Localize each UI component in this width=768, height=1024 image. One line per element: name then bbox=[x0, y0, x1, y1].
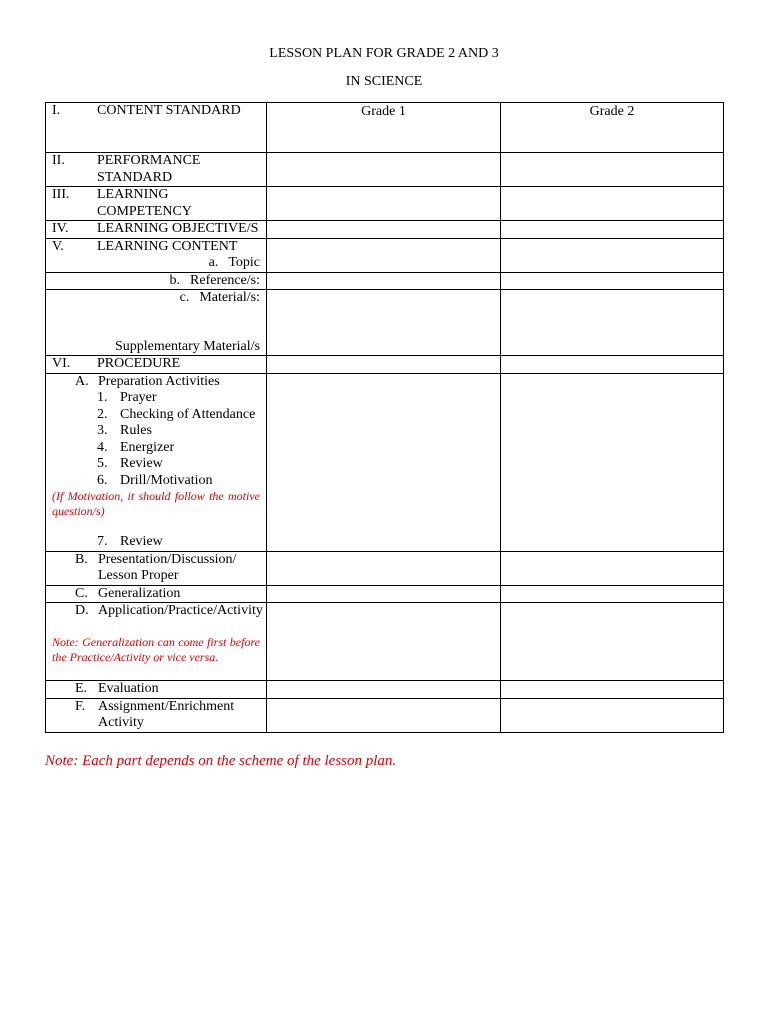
row-generalization bbox=[46, 585, 724, 603]
item-number: 2. bbox=[97, 406, 108, 422]
item-number: 6. bbox=[97, 472, 108, 488]
grade2-cell[interactable] bbox=[501, 551, 724, 585]
grade1-cell[interactable] bbox=[267, 221, 501, 239]
sub-letter: D. bbox=[75, 603, 89, 618]
item-label: Energizer bbox=[120, 439, 175, 455]
grade2-header: Grade 2 bbox=[501, 103, 724, 153]
item-label: Checking of Attendance bbox=[120, 406, 256, 422]
cell-label bbox=[46, 238, 267, 272]
item-label: Drill/Motivation bbox=[120, 472, 213, 488]
sub-label: Evaluation bbox=[98, 681, 159, 696]
section-number: VI. bbox=[52, 356, 71, 371]
section-label: CONTENT STANDARD bbox=[97, 103, 241, 118]
list-item bbox=[46, 456, 266, 473]
row-learning-objectives bbox=[46, 221, 724, 239]
section-number: III. bbox=[52, 187, 70, 202]
grade2-cell[interactable] bbox=[501, 221, 724, 239]
grade1-cell[interactable] bbox=[267, 356, 501, 374]
cell-label bbox=[46, 681, 267, 699]
grade1-cell[interactable] bbox=[267, 153, 501, 187]
item-number: 3. bbox=[97, 423, 108, 438]
section-label: PROCEDURE bbox=[97, 356, 181, 371]
row-preparation bbox=[46, 373, 724, 551]
grade1-cell[interactable] bbox=[267, 238, 501, 272]
item-label: Topic bbox=[228, 255, 260, 270]
section-label: LEARNING CONTENT bbox=[97, 238, 238, 254]
item-letter: c. bbox=[179, 290, 190, 305]
item-number: 1. bbox=[97, 390, 108, 405]
cell-label bbox=[46, 187, 267, 221]
cell-label bbox=[46, 585, 267, 603]
grade2-cell[interactable] bbox=[501, 272, 724, 290]
grade2-cell[interactable] bbox=[501, 603, 724, 681]
cell-label bbox=[46, 356, 267, 374]
grade2-cell[interactable] bbox=[501, 153, 724, 187]
grade1-cell[interactable] bbox=[267, 290, 501, 356]
cell-label bbox=[46, 272, 267, 290]
cell-label bbox=[46, 373, 267, 551]
sub-label: Application/Practice/Activity bbox=[98, 603, 263, 618]
sub-letter: A. bbox=[75, 373, 89, 389]
row-assignment bbox=[46, 698, 724, 732]
row-learning-competency bbox=[46, 187, 724, 221]
grade1-cell[interactable] bbox=[267, 698, 501, 732]
row-procedure bbox=[46, 356, 724, 374]
item-label: Reference/s: bbox=[190, 272, 260, 288]
cell-label bbox=[46, 153, 267, 187]
supplementary-label: Supplementary Material/s bbox=[114, 338, 260, 354]
list-item bbox=[46, 423, 266, 440]
section-number: V. bbox=[52, 238, 64, 254]
grade1-cell[interactable] bbox=[267, 272, 501, 290]
cell-label bbox=[46, 221, 267, 239]
section-number: IV. bbox=[52, 221, 69, 236]
grade2-cell[interactable] bbox=[501, 698, 724, 732]
item-label: Prayer bbox=[120, 390, 157, 405]
section-label: LEARNING OBJECTIVE/S bbox=[97, 221, 259, 236]
section-number: I. bbox=[52, 103, 61, 118]
page-title: LESSON PLAN FOR GRADE 2 AND 3 bbox=[269, 46, 499, 61]
list-item bbox=[46, 440, 266, 457]
grade2-cell[interactable] bbox=[501, 187, 724, 221]
bottom-note: Note: Each part depends on the scheme of the lesson plan. bbox=[45, 753, 397, 769]
item-label: Review bbox=[120, 456, 163, 471]
row-materials bbox=[46, 290, 724, 356]
item-number: 4. bbox=[97, 439, 108, 455]
motivation-note: (If Motivation, it should follow the motive question/s) bbox=[52, 489, 260, 518]
section-number: II. bbox=[52, 153, 65, 168]
sub-label: Preparation Activities bbox=[98, 373, 220, 389]
cell-label bbox=[46, 103, 267, 153]
list-item bbox=[46, 534, 266, 551]
cell-label bbox=[46, 551, 267, 585]
cell-label bbox=[46, 698, 267, 732]
item-label: Material/s: bbox=[199, 290, 260, 305]
cell-label bbox=[46, 290, 267, 356]
page-subtitle: IN SCIENCE bbox=[345, 74, 423, 89]
item-letter: b. bbox=[169, 272, 181, 288]
row-references bbox=[46, 272, 724, 290]
list-item bbox=[46, 390, 266, 407]
grade2-cell[interactable] bbox=[501, 356, 724, 374]
grade2-cell[interactable] bbox=[501, 290, 724, 356]
grade1-cell[interactable] bbox=[267, 373, 501, 551]
cell-label bbox=[46, 603, 267, 681]
sub-letter: C. bbox=[75, 585, 88, 601]
row-evaluation bbox=[46, 681, 724, 699]
grade1-cell[interactable] bbox=[267, 681, 501, 699]
list-item bbox=[46, 473, 266, 490]
row-content-standard bbox=[46, 103, 724, 153]
section-label: PERFORMANCE STANDARD bbox=[97, 153, 201, 185]
list-item bbox=[46, 407, 266, 424]
grade2-cell[interactable] bbox=[501, 238, 724, 272]
sub-label: Generalization bbox=[98, 585, 181, 601]
generalization-note: Note: Generalization can come first before the Practice/Activity or vice versa. bbox=[52, 634, 260, 664]
row-learning-content bbox=[46, 238, 724, 272]
sub-letter: E. bbox=[75, 681, 88, 696]
grade1-header: Grade 1 bbox=[267, 103, 501, 153]
lesson-plan-table bbox=[45, 102, 724, 733]
grade2-cell[interactable] bbox=[501, 681, 724, 699]
item-number: 7. bbox=[97, 534, 108, 549]
section-label: LEARNING COMPETENCY bbox=[97, 187, 192, 219]
grade1-cell[interactable] bbox=[267, 187, 501, 221]
item-letter: a. bbox=[208, 255, 219, 270]
item-label: Review bbox=[120, 534, 163, 549]
row-performance-standard bbox=[46, 153, 724, 187]
grade1-cell[interactable] bbox=[267, 585, 501, 603]
sub-letter: F. bbox=[75, 698, 86, 714]
grade2-cell[interactable] bbox=[501, 585, 724, 603]
sub-letter: B. bbox=[75, 551, 88, 567]
grade2-cell[interactable] bbox=[501, 373, 724, 551]
sub-label: Assignment/Enrichment Activity bbox=[98, 698, 235, 730]
row-application bbox=[46, 603, 724, 681]
grade1-cell[interactable] bbox=[267, 603, 501, 681]
item-number: 5. bbox=[97, 456, 108, 471]
row-presentation bbox=[46, 551, 724, 585]
sub-label: Presentation/Discussion/ Lesson Proper bbox=[98, 551, 237, 583]
item-label: Rules bbox=[120, 423, 152, 438]
grade1-cell[interactable] bbox=[267, 551, 501, 585]
